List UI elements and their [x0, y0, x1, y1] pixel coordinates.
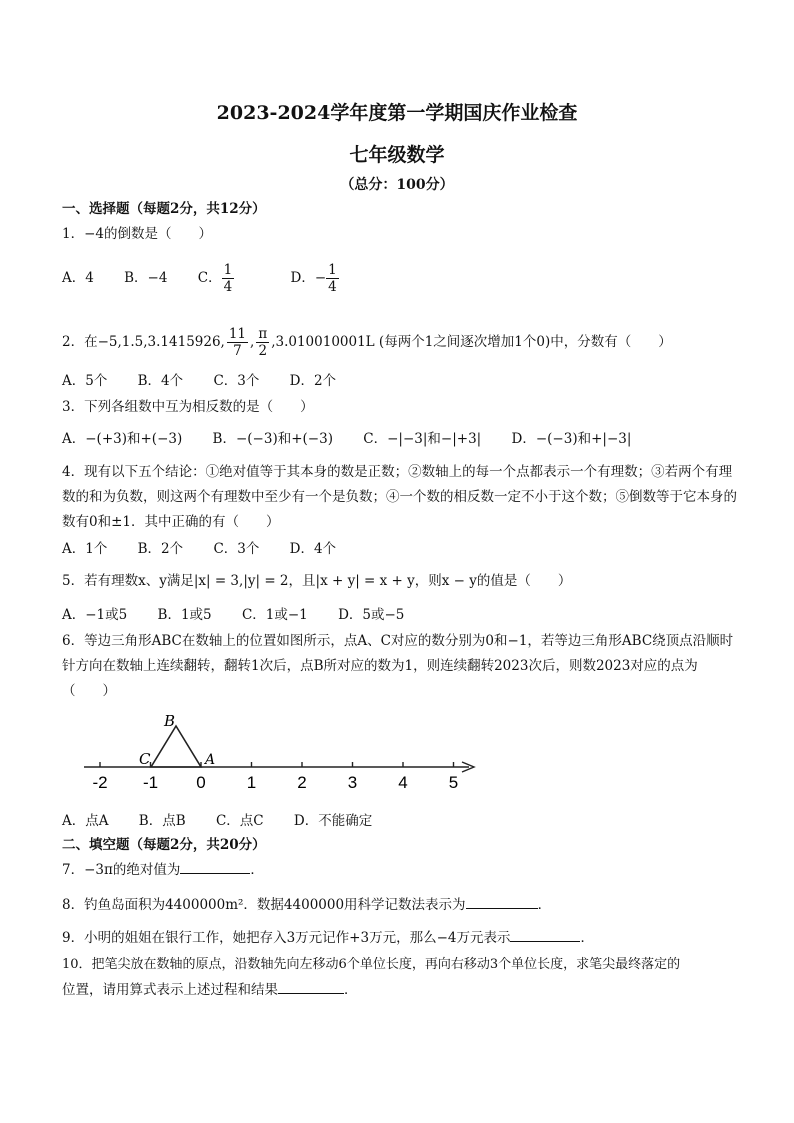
fraction-denominator: 7: [233, 343, 242, 359]
q3-option-b: B．−(−3)和+(−3): [212, 431, 333, 447]
q3-stem: 3．下列各组数中互为相反数的是（ ）: [62, 399, 314, 415]
q2-option-c: C．3个: [213, 373, 260, 389]
fraction-denominator: 2: [258, 343, 268, 359]
tick-label: 1: [246, 773, 257, 792]
tick-label: -2: [92, 773, 108, 792]
q2-option-d: D．2个: [289, 373, 337, 389]
q4-stem: 4．现有以下五个结论：①绝对值等于其本身的数是正数；②数轴上的每一个点都表示一个有理数；③若两个有理数的和为负数，则这两个有理数中至少有一个是负数；④一个数的相反数一定不小于这个数；⑤倒数等于它本身的数有0和±1．其中正确的有（ ）: [62, 464, 737, 530]
q6-stem: 6．等边三角形ABC在数轴上的位置如图所示，点A、C对应的数分别为0和−1，若等边三角形ABC绕顶点沿顺时针方向在数轴上连续翻转，翻转1次后，点B所对应的数为1，则连续翻转2023次后，则数2023对应的点为（ ）: [62, 633, 734, 699]
fraction-numerator: 1: [328, 262, 337, 278]
q5-options: [62, 606, 742, 624]
number-line-figure: [84, 712, 484, 802]
q1-option-d-fraction: [326, 262, 365, 295]
q4-option-b: B．2个: [137, 541, 184, 557]
tick-label: 2: [297, 773, 307, 792]
q8-end: ．: [537, 897, 552, 913]
q8-answer-blank[interactable]: [466, 908, 538, 909]
q2-stem: 2．在−5,1.5,3.1415926, $\frac{11}{7}$ , $\frac{\pi}{2}$ ,3.010010001L (每两个1之间逐次增加1个0)中，分数有（ ）: [62, 326, 672, 359]
vertex-label-a: A: [205, 752, 216, 768]
fraction-denominator: 4: [223, 279, 233, 295]
q4-option-c: C．3个: [213, 541, 260, 557]
q7-answer-blank[interactable]: [180, 873, 250, 874]
q10-line-2: [62, 981, 742, 999]
q2-option-b: B．4个: [137, 373, 184, 389]
q1-option-d: [290, 262, 365, 295]
q4-options: [62, 540, 742, 558]
q1-option-c-fraction: [222, 262, 261, 295]
q7-text: 7．−3π的绝对值为: [62, 862, 181, 878]
q5-stem: 5．若有理数x、y满足|x| = 3,|y| = 2，且|x + y| = x + y，则x − y的值是（ ）: [62, 573, 572, 589]
q6-option-c: C．点C: [215, 813, 264, 829]
q5-option-c: C．1或−1: [241, 607, 308, 623]
section-2-heading: 二、填空题（每题2分，共20分）: [62, 837, 266, 853]
q3-option-c: C．−|−3|和−|+3|: [363, 431, 482, 447]
q2-fraction-1: [227, 326, 248, 359]
section-1-heading: 一、选择题（每题2分，共12分）: [62, 201, 266, 217]
fraction-denominator: 4: [328, 279, 337, 295]
q9-text: 9．小明的姐姐在银行工作，她把存入3万元记作+3万元，那么−4万元表示: [62, 930, 511, 946]
q6-option-a: A．点A: [62, 813, 109, 829]
q8: [62, 896, 742, 914]
total-score: （总分：100分）: [340, 177, 454, 193]
tick-label: -1: [142, 773, 159, 792]
q6-options: [62, 812, 742, 830]
tick-label: 3: [347, 773, 358, 792]
q2-decimal: 3.1415926,: [147, 334, 225, 350]
q10-answer-blank[interactable]: [278, 993, 344, 994]
exam-subtitle: 七年级数学: [349, 144, 445, 166]
q3-option-d: D．−(−3)和+|−3|: [511, 431, 632, 447]
q4-option-a: A．1个: [62, 541, 108, 557]
vertex-label-c: C: [139, 750, 151, 768]
q5-option-a: A．−1或5: [62, 607, 128, 623]
q2-prefix: 2．在−5,1.5,: [62, 334, 148, 350]
q3-options: [62, 430, 742, 448]
tick-label: 0: [196, 773, 206, 792]
q7-end: ．: [250, 862, 264, 878]
q10-line-1: 10．把笔尖放在数轴的原点，沿数轴先向左移动6个单位长度，再向右移动3个单位长度，求笔尖最终落定的: [62, 957, 681, 972]
q1-stem: 1．−4的倒数是（ ）: [62, 226, 212, 242]
q1-option-d-prefix: D．−: [290, 270, 327, 286]
q9-answer-blank[interactable]: [510, 941, 580, 942]
q1-option-a: A．4: [62, 270, 94, 286]
tick-label: 4: [398, 773, 408, 792]
q10-text: 位置，请用算式表示上述过程和结果: [62, 982, 278, 998]
q2-tail: ,3.010010001L (每两个1之间逐次增加1个0)中，分数有（ ）: [271, 334, 672, 350]
q4-option-d: D．4个: [289, 541, 337, 557]
q8-text: 8．钓鱼岛面积为4400000m²．数据4400000用科学记数法表示为: [62, 897, 466, 913]
q6-option-d: D．不能确定: [293, 813, 373, 829]
q6-option-b: B．点B: [138, 813, 186, 829]
q9: [62, 929, 742, 947]
fraction-numerator: π: [258, 326, 268, 342]
q1-option-c: [197, 262, 260, 295]
fraction-numerator: 1: [223, 262, 233, 278]
q5-option-b: B．1或5: [157, 607, 212, 623]
exam-title: 2023-2024学年度第一学期国庆作业检查: [216, 102, 578, 124]
q5-option-d: D．5或−5: [338, 607, 405, 623]
q3-option-a: A．−(+3)和+(−3): [62, 431, 183, 447]
q9-end: ．: [580, 930, 594, 946]
tick-label: 5: [448, 773, 459, 792]
q10-end: ．: [344, 982, 358, 998]
q1-option-c-prefix: C．: [197, 270, 222, 286]
q2-fraction-2: [256, 326, 269, 359]
q2-options: [62, 372, 742, 390]
q7: [62, 861, 742, 879]
fraction-numerator: 11: [228, 326, 247, 342]
q1-option-b: B．−4: [124, 270, 168, 286]
q1-options: [62, 262, 742, 295]
q2-option-a: A．5个: [62, 373, 108, 389]
vertex-label-b: B: [164, 712, 176, 730]
triangle-abc: [151, 726, 201, 767]
